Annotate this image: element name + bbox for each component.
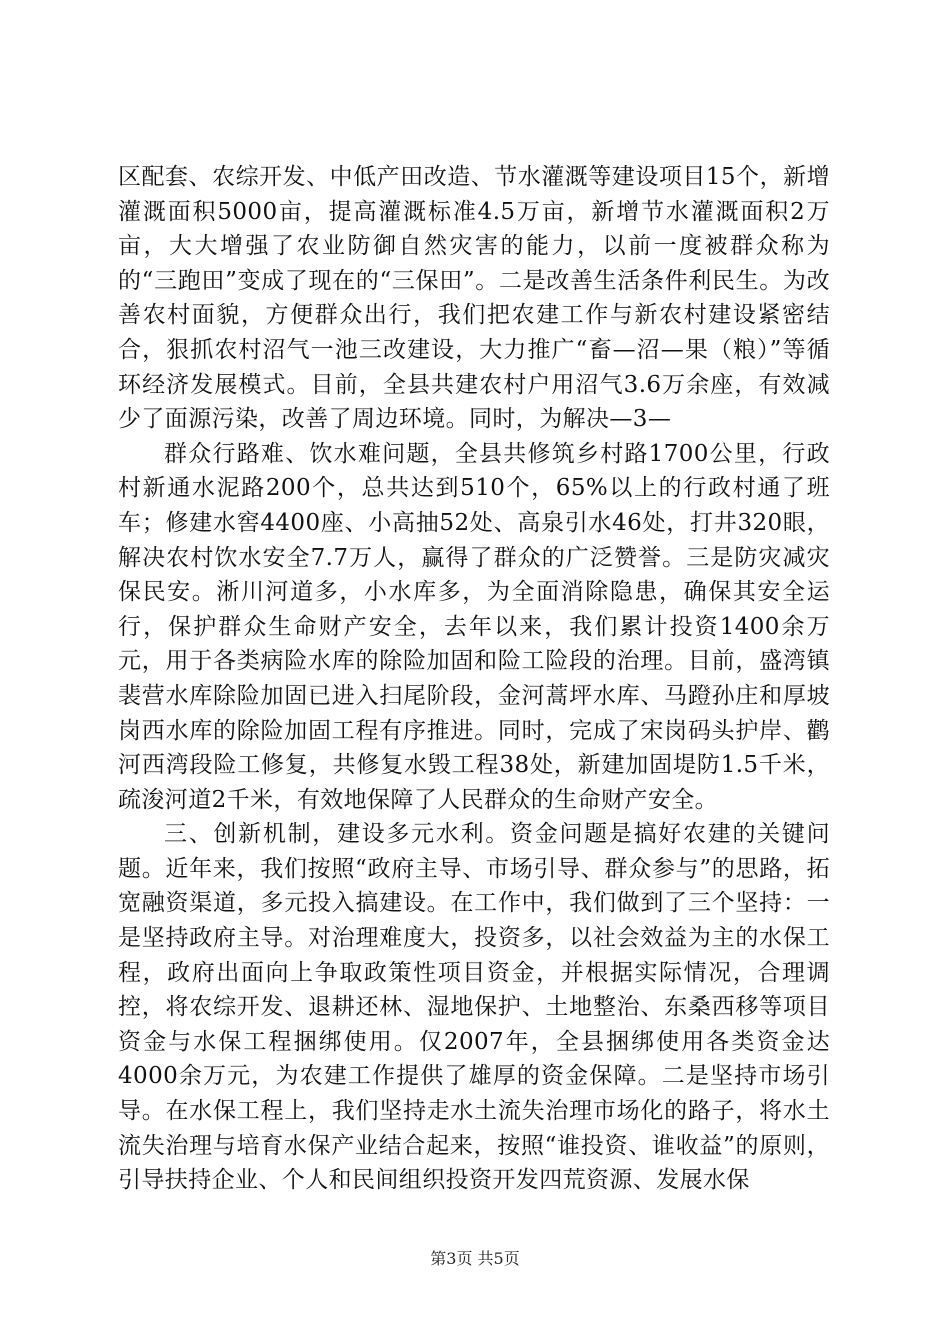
paragraph-2: 群众行路难、饮水难问题，全县共修筑乡村路1700公里，行政村新通水泥路200个，总共达到510个，65%以上的行政村通了班车；修建水窖4400座、小高抽52处、高泉引水46处，打井320眼，解决农村饮水安全7.7万人，赢得了群众的广泛赞誉。三是防灾减灾保民安。淅川河道多，小水库多，为全面消除隐患，确保其安全运行，保护群众生命财产安全，去年以来，我们累计投资1400余万元，用于各类病险水库的除险加固和险工险段的治理。目前，盛湾镇裴营水库除险加固已进入扫尾阶段，金河蒿坪水库、马蹬孙庄和厚坡岗西水库的除险加固工程有序推进。同时，完成了宋岗码头护岸、鹳河西湾段险工修复，共修复水毁工程38处，新建加固堤防1.5千米，疏浚河道2千米，有效地保障了人民群众的生命财产安全。 (118, 440, 830, 813)
paragraph-3: 三、创新机制，建设多元水利。资金问题是搞好农建的关键问题。近年来，我们按照“政府主导、市场引导、群众参与”的思路，拓宽融资渠道，多元投入搞建设。在工作中，我们做到了三个坚持：一是坚持政府主导。对治理难度大，投资多，以社会效益为主的水保工程，政府出面向上争取政策性项目资金，并根据实际情况，合理调控，将农综开发、退耕还林、湿地保护、土地整治、东桑西移等项目资金与水保工程捆绑使用。仅2007年，全县捆绑使用各类资金达4000余万元，为农建工作提供了雄厚的资金保障。二是坚持市场引导。在水保工程上，我们坚持走水土流失治理市场化的路子，将水土流失治理与培育水保产业结合起来，按照“谁投资、谁收益”的原则，引导扶持企业、个人和民间组织投资开发四荒资源、发展水保 (118, 821, 830, 1194)
document-body (118, 160, 830, 1198)
paragraph-1: 区配套、农综开发、中低产田改造、节水灌溉等建设项目15个，新增灌溉面积5000亩，提高灌溉标准4.5万亩，新增节水灌溉面积2万亩，大大增强了农业防御自然灾害的能力，以前一度被群众称为的“三跑田”变成了现在的“三保田”。二是改善生活条件利民生。为改善农村面貌，方便群众出行，我们把农建工作与新农村建设紧密结合，狠抓农村沼气一池三改建设，大力推广“畜—沼—果（粮）”等循环经济发展模式。目前，全县共建农村户用沼气3.6万余座，有效减少了面源污染，改善了周边环境。同时，为解决—3— (118, 164, 830, 433)
page-number-footer: 第3页 共5页 (430, 1249, 520, 1268)
